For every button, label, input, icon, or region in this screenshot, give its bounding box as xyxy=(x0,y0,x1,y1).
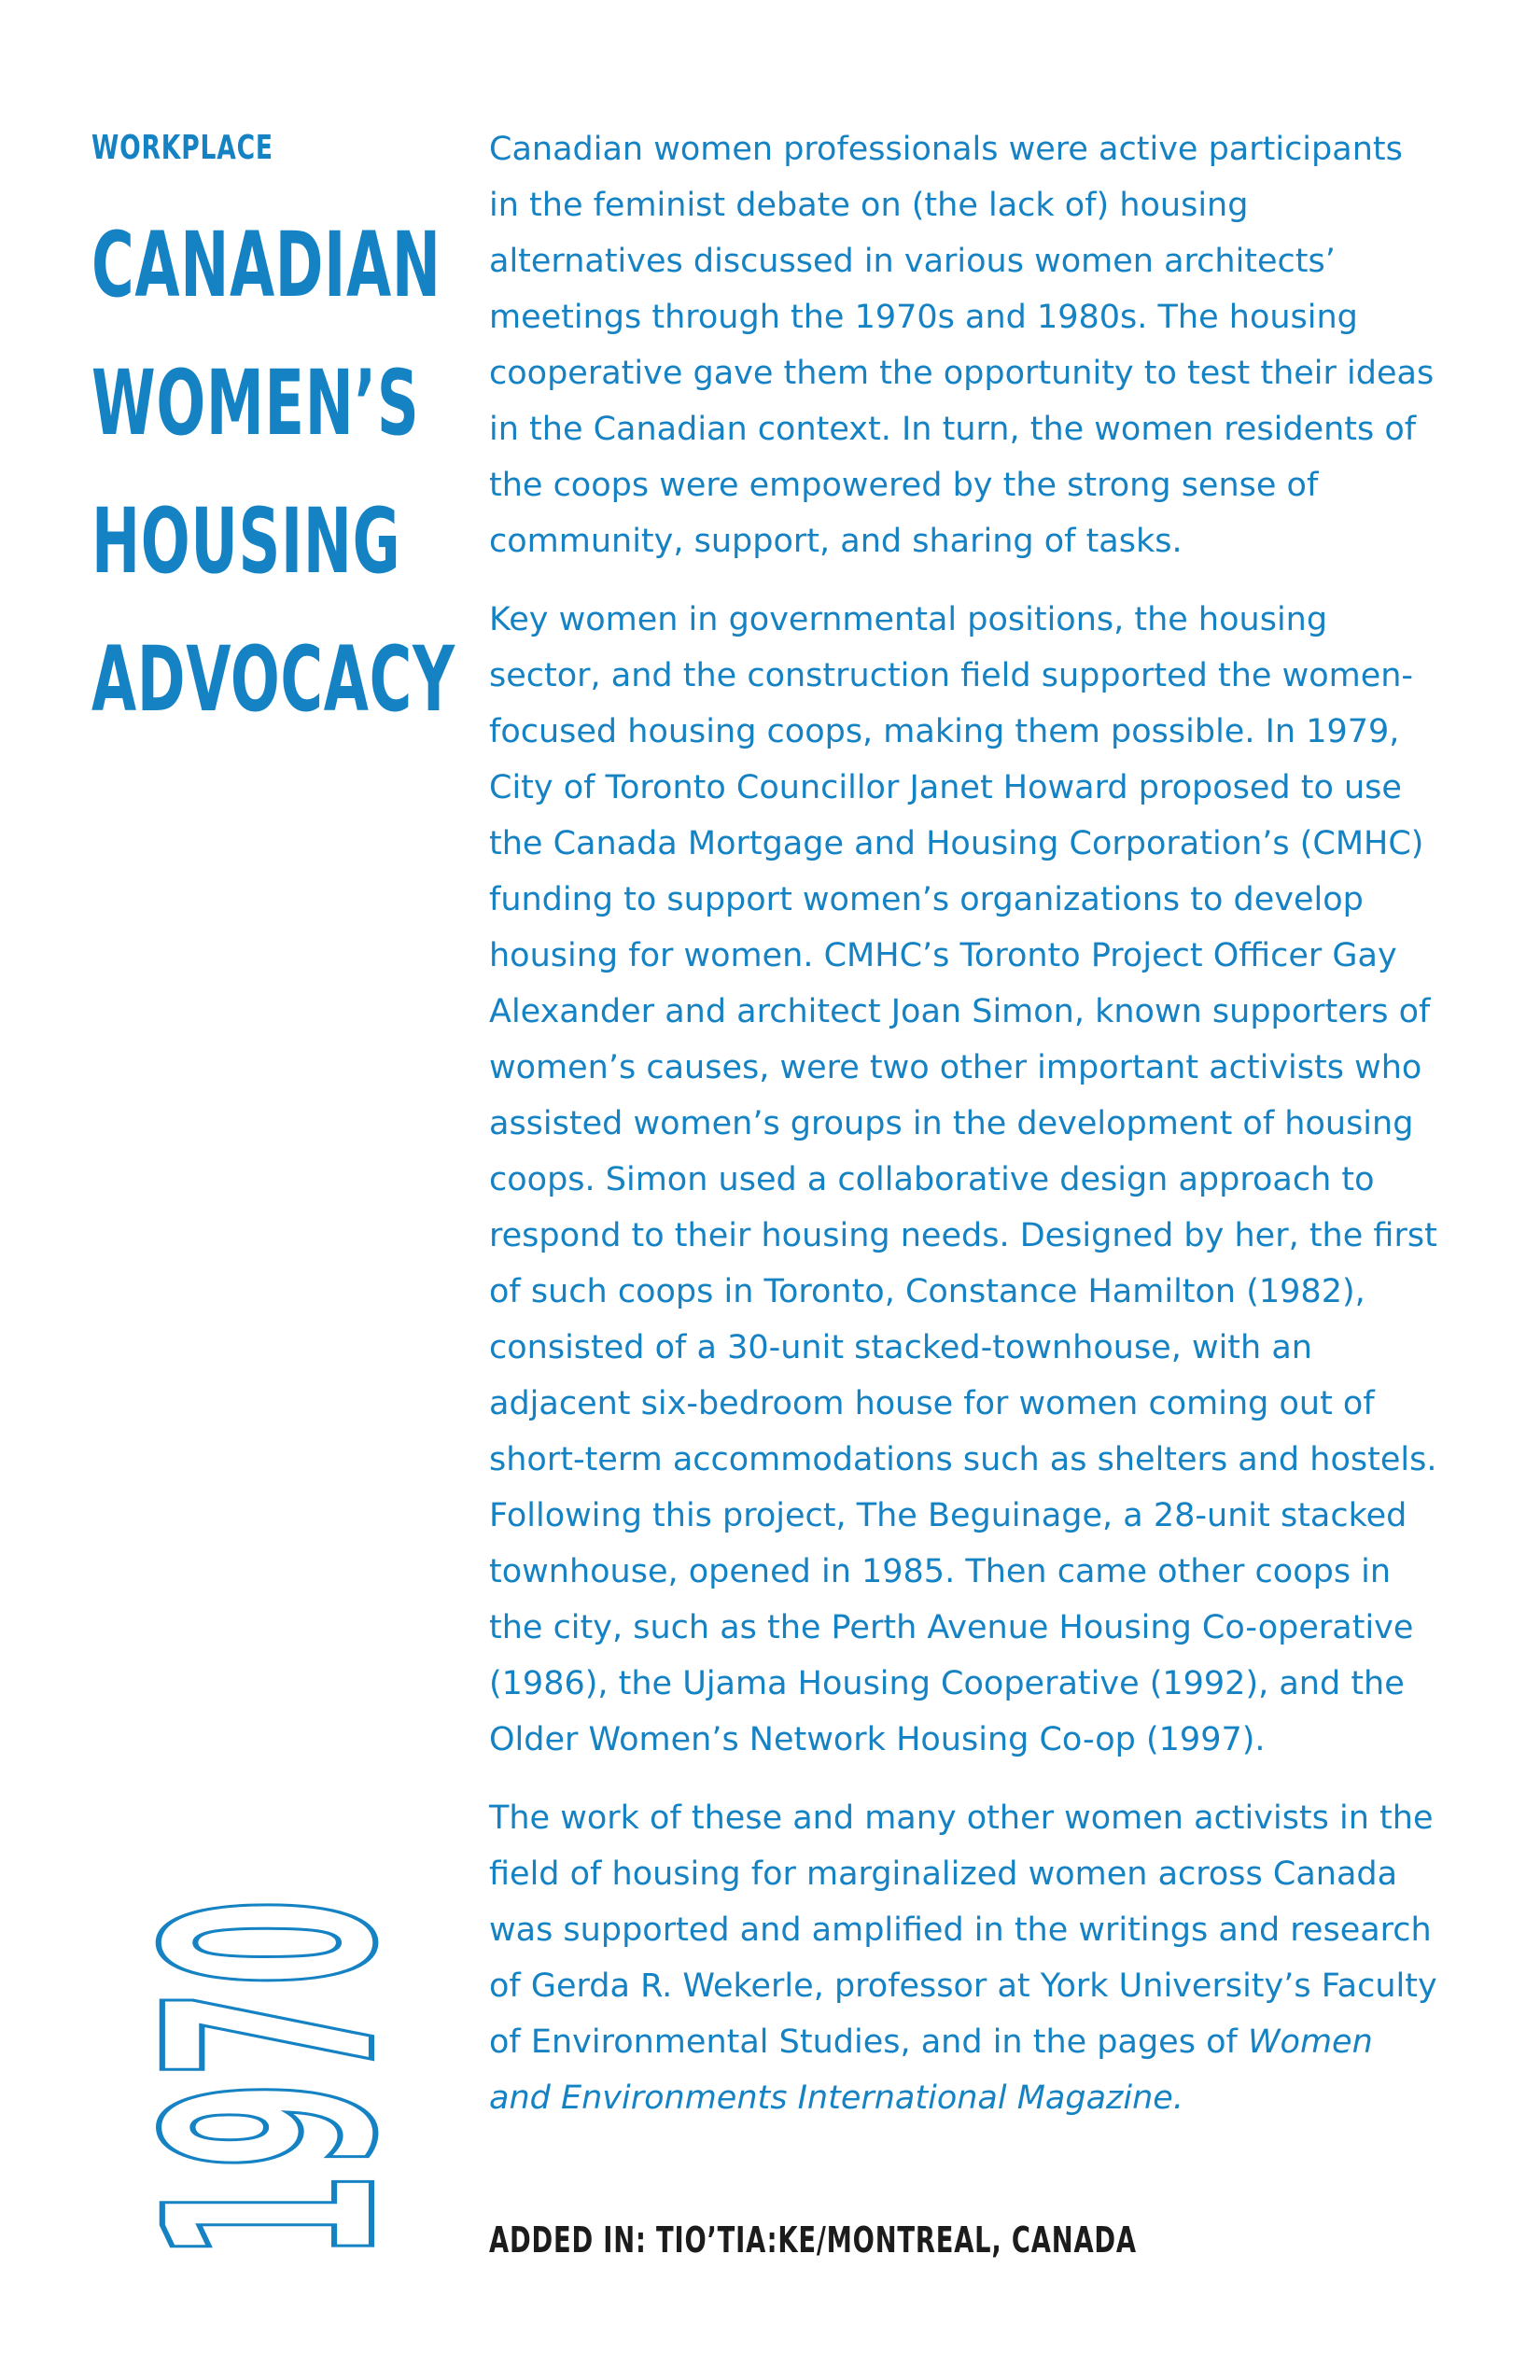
year-text: 1970 xyxy=(105,1895,441,2261)
title-line: WOMEN’S xyxy=(91,351,420,455)
title-line: CANADIAN xyxy=(91,213,441,317)
magazine-title: Women and Environments International Magazine. xyxy=(489,2023,1373,2117)
paragraph-last xyxy=(489,1790,1441,2126)
article-body xyxy=(489,121,1441,2149)
paragraph: Key women in governmental positions, the housing sector, and the construction field supported the women-focused housing coops, making them possible. In 1979, City of Toronto Councillor Janet Howard proposed to use the Canada Mortgage and Housing Corporation’s (CMHC) funding to support women’s organizations to develop housing for women. CMHC’s Toronto Project Officer Gay Alexander and architect Joan Simon, known supporters of women’s causes, were two other important activists who assisted women’s groups in the development of housing coops. Simon used a collaborative design approach to respond to their housing needs. Designed by her, the first of such coops in Toronto, Constance Hamilton (1982), consisted of a 30-unit stacked-townhouse, with an adjacent six-bedroom house for women coming out of short-term accommodations such as shelters and hostels. Following this project, The Beguinage, a 28-unit stacked townhouse, opened in 1985. Then came other coops in the city, such as the Perth Avenue Housing Co-operative (1986), the Ujama Housing Cooperative (1992), and the Older Women’s Network Housing Co-op (1997). xyxy=(489,601,1437,1758)
title-line: HOUSING xyxy=(91,489,401,594)
paragraph-text: The work of these and many other women activists in the field of housing for marginalized women across Canada was supported and amplified in the writings and research of Gerda R. Wekerle, professor at York University’s Faculty of Environmental Studies, and in the pages of xyxy=(489,1799,1437,2061)
category-label: WORKPLACE xyxy=(91,129,273,167)
page-title xyxy=(91,196,455,749)
paragraph: Canadian women professionals were active participants in the feminist debate on (the lack of) housing alternatives discussed in various women architects’ meetings through the 1970s and 1980s. The housing cooperative gave them the opportunity to test their ideas in the Canadian context. In turn, the women residents of the coops were empowered by the strong sense of community, support, and sharing of tasks. xyxy=(489,131,1435,560)
added-in-footer: ADDED IN: TIO’TIA:KE/MONTREAL, CANADA xyxy=(489,2219,1137,2261)
title-line: ADVOCACY xyxy=(91,627,455,732)
year-outline-text xyxy=(91,1689,441,2268)
